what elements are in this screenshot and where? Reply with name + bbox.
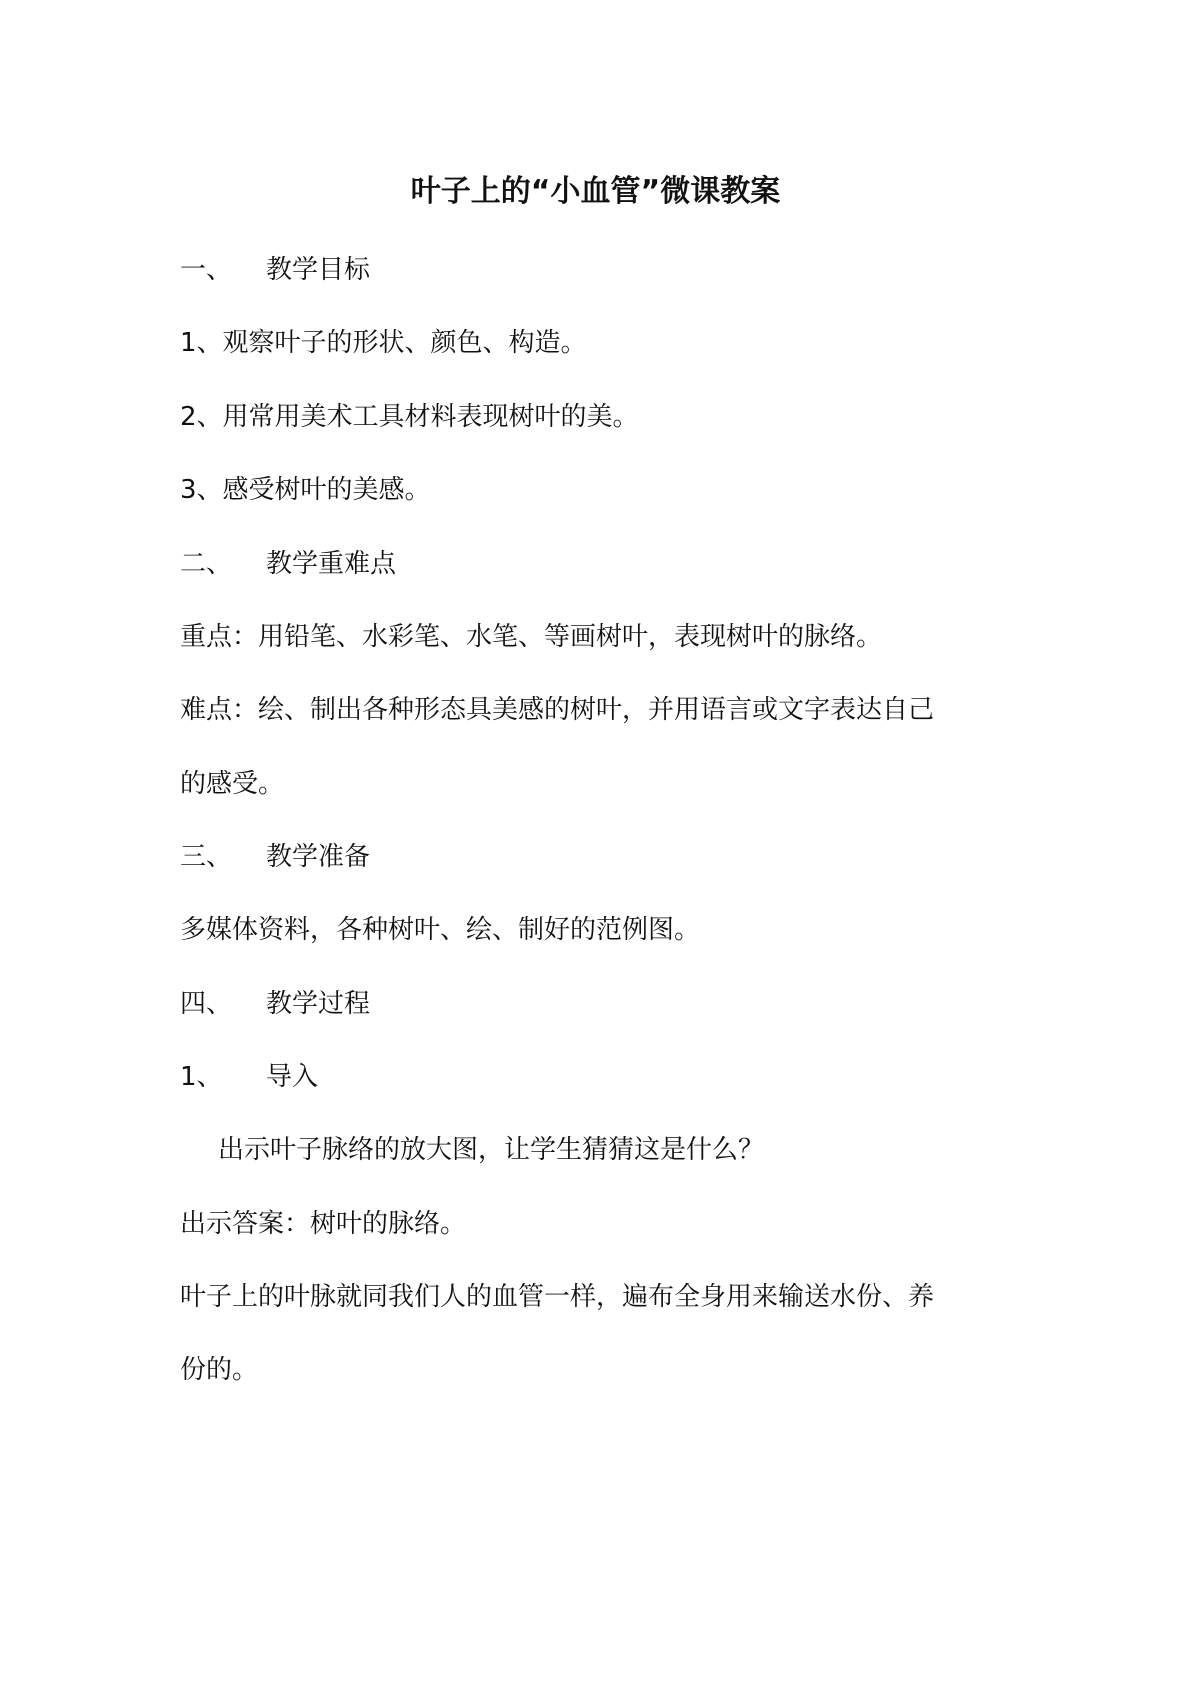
process-step-1-heading xyxy=(180,1060,318,1094)
section-heading-process xyxy=(180,987,370,1021)
step-number: 1、 xyxy=(180,1062,223,1092)
document-title: 叶子上的“小血管”微课教案 xyxy=(410,174,781,209)
section-heading-key-difficult xyxy=(180,547,396,581)
section-title: 教学重难点 xyxy=(266,549,397,579)
section-title: 教学准备 xyxy=(266,842,371,872)
section-number: 一、 xyxy=(180,255,233,285)
section-heading-goals xyxy=(180,253,370,287)
goal-item-3: 3、感受树叶的美感。 xyxy=(180,475,431,505)
process-paragraph-1: 出示叶子脉络的放大图，让学生猜猜这是什么？ xyxy=(218,1135,765,1165)
process-paragraph-3-line-1: 叶子上的叶脉就同我们人的血管一样，遍布全身用来输送水份、养 xyxy=(180,1282,935,1312)
key-point-text: 重点：用铅笔、水彩笔、水笔、等画树叶，表现树叶的脉络。 xyxy=(180,622,883,652)
goal-item-1: 1、观察叶子的形状、颜色、构造。 xyxy=(180,328,587,358)
step-title: 导入 xyxy=(266,1062,319,1092)
section-title: 教学过程 xyxy=(266,989,371,1019)
section-number: 三、 xyxy=(180,842,233,872)
section-heading-preparation xyxy=(180,840,370,874)
section-title: 教学目标 xyxy=(266,255,371,285)
process-paragraph-2: 出示答案：树叶的脉络。 xyxy=(180,1209,467,1239)
difficulty-text-line-1: 难点：绘、制出各种形态具美感的树叶，并用语言或文字表达自己 xyxy=(180,695,935,725)
section-number: 四、 xyxy=(180,989,233,1019)
preparation-text: 多媒体资料，各种树叶、绘、制好的范例图。 xyxy=(180,915,701,945)
process-paragraph-3-line-2: 份的。 xyxy=(180,1355,259,1385)
goal-item-2: 2、用常用美术工具材料表现树叶的美。 xyxy=(180,402,639,432)
difficulty-text-line-2: 的感受。 xyxy=(180,769,285,799)
section-number: 二、 xyxy=(180,549,233,579)
